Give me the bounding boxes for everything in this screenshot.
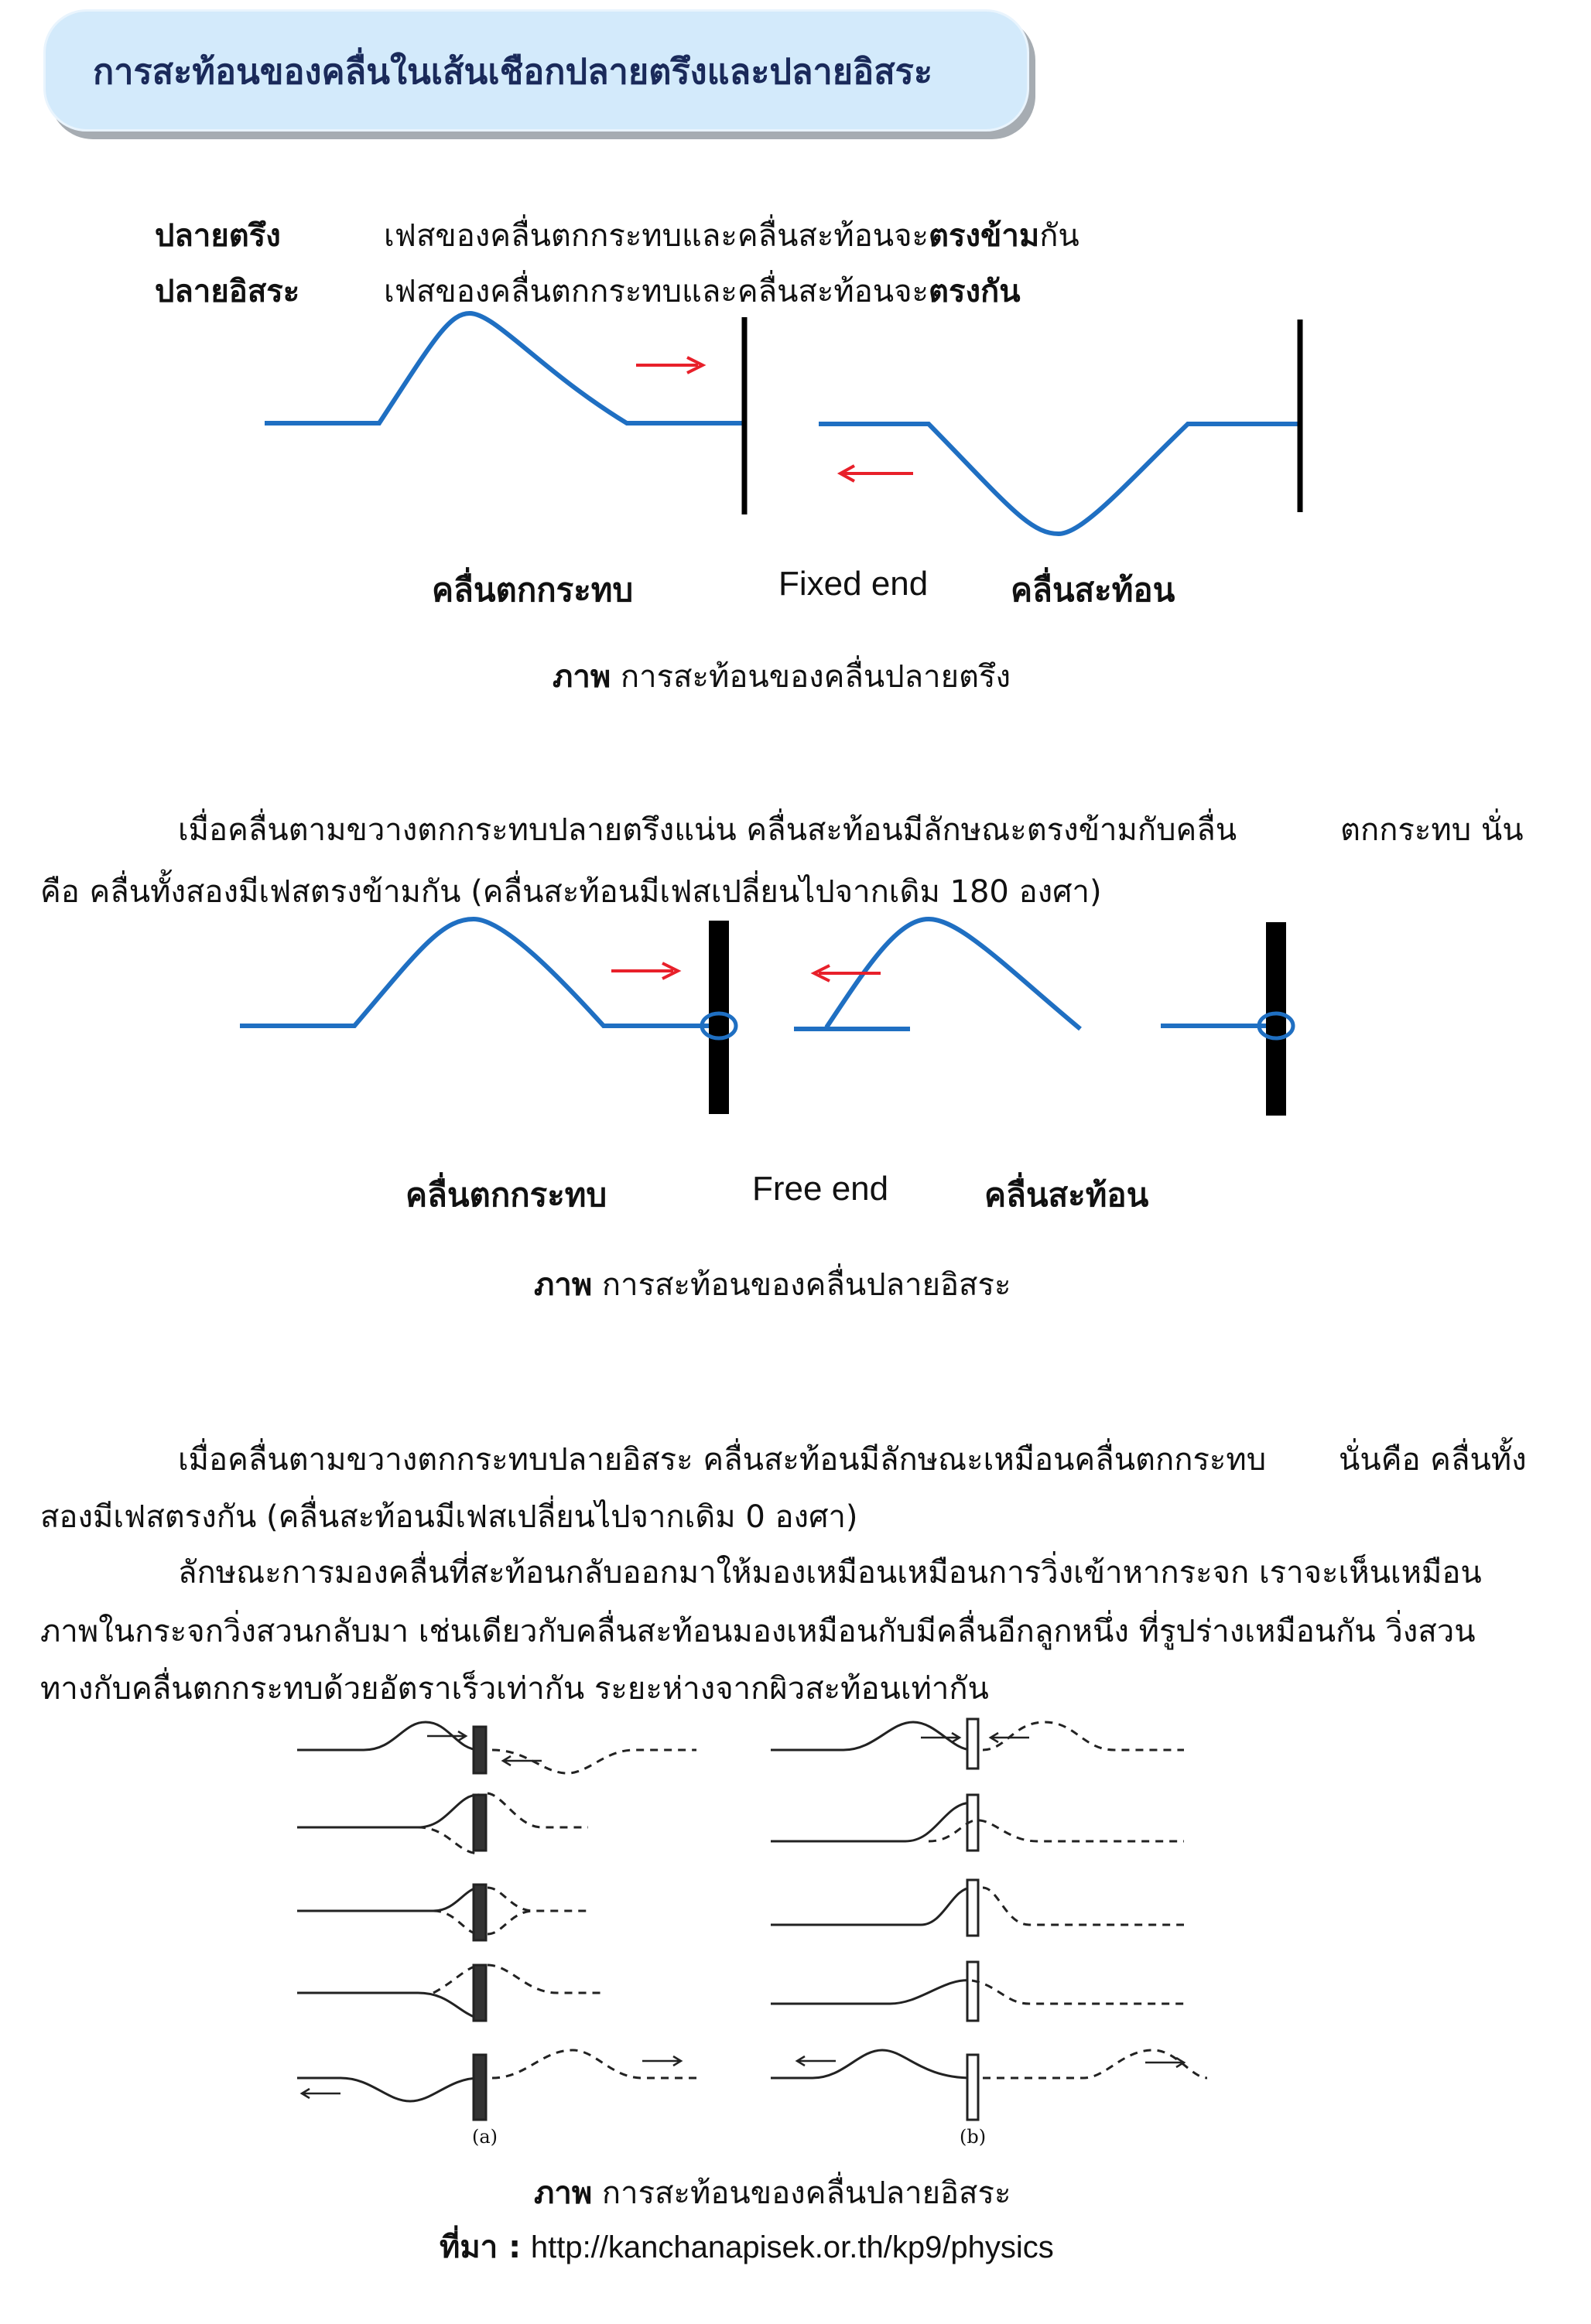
sequence-label-a: (a) (472, 2126, 498, 2148)
definition-emphasis: ตรงข้าม (929, 218, 1040, 254)
caption-prefix: ภาพ (534, 1267, 593, 1303)
caption-text: การสะท้อนของคลื่นปลายตรึง (620, 659, 1011, 695)
free-end-label: Free end (752, 1170, 889, 1208)
incident-wave-label: คลื่นตกกระทบ (405, 1176, 607, 1214)
source-line (440, 2222, 1054, 2271)
sequence-a-row-1 (297, 1722, 696, 1773)
sequence-b-row-3 (771, 1880, 1184, 1936)
sequence-b-row-1 (771, 1719, 1184, 1769)
paragraph-fixed-line2: คือ คลื่นทั้งสองมีเฟสตรงข้ามกัน (คลื่นสะท้อนมีเฟสเปลี่ยนไปจากเดิม 180 องศา) (40, 874, 1102, 910)
incident-wave-label: คลื่นตกกระทบ (432, 571, 634, 609)
paragraph-mirror-line1: ลักษณะการมองคลื่นที่สะท้อนกลับออกมาให้มองเหมือนเหมือนการวิ่งเข้าหากระจก เราจะเห็นเหมือน (178, 1555, 1482, 1591)
caption-text: การสะท้อนของคลื่นปลายอิสระ (601, 1267, 1011, 1303)
paragraph-mirror-line2: ภาพในกระจกวิ่งสวนกลับมา เช่นเดียวกับคลื่นสะท้อนมองเหมือนกับมีคลื่นอีกลูกหนึ่ง ที่รูปร่างเหมือนกัน วิ่งสวน (40, 1614, 1476, 1649)
sequence-a-row-4 (297, 1965, 604, 2021)
sequence-a-row-2 (297, 1793, 588, 1854)
sequence-a-row-3 (297, 1885, 588, 1940)
page-title: การสะท้อนของคลื่นในเส้นเชือกปลายตรึงและปลายอิสระ (93, 51, 933, 92)
source-prefix: ที่มา : (440, 2230, 522, 2265)
reflected-wave-label: คลื่นสะท้อน (984, 1176, 1149, 1214)
paragraph-free-line2: สองมีเฟสตรงกัน (คลื่นสะท้อนมีเฟสเปลี่ยนไปจากเดิม 0 องศา) (40, 1499, 858, 1535)
term-fixed-end: ปลายตรึง (155, 218, 281, 254)
definition-text: เฟสของคลื่นตกกระทบและคลื่นสะท้อนจะ (384, 218, 929, 254)
sequence-b-row-2 (771, 1795, 1184, 1851)
definition-text: เฟสของคลื่นตกกระทบและคลื่นสะท้อนจะ (384, 274, 929, 309)
sequence-b-row-5 (771, 2050, 1207, 2120)
paragraph-fixed-line1a: เมื่อคลื่นตามขวางตกกระทบปลายตรึงแน่น คลื่นสะท้อนมีลักษณะตรงข้ามกับคลื่น (178, 812, 1237, 848)
fixed-end-label: Fixed end (778, 565, 929, 603)
paragraph-free-line1b: นั่นคือ คลื่นทั้ง (1339, 1442, 1527, 1478)
sequence-b-row-4 (771, 1962, 1184, 2021)
sequence-label-b: (b) (960, 2126, 987, 2148)
definition-emphasis: ตรงกัน (929, 274, 1021, 309)
paragraph-fixed-line1b: ตกกระทบ นั่น (1340, 812, 1524, 848)
paragraph-free-line1a: เมื่อคลื่นตามขวางตกกระทบปลายอิสระ คลื่นสะท้อนมีลักษณะเหมือนคลื่นตกกระทบ (178, 1442, 1267, 1478)
source-url: http://kanchanapisek.or.th/kp9/physics (530, 2230, 1054, 2264)
paragraph-mirror-line3: ทางกับคลื่นตกกระทบด้วยอัตราเร็วเท่ากัน ระยะห่างจากผิวสะท้อนเท่ากัน (40, 1671, 989, 1707)
caption-prefix: ภาพ (553, 659, 611, 695)
caption-text: การสะท้อนของคลื่นปลายอิสระ (601, 2175, 1011, 2211)
caption-prefix: ภาพ (534, 2175, 593, 2211)
term-free-end: ปลายอิสระ (155, 274, 300, 309)
sequence-a-row-5 (297, 2050, 696, 2120)
reflected-wave-label: คลื่นสะท้อน (1011, 571, 1175, 609)
definition-text-end: กัน (1039, 218, 1079, 254)
caption-sequence (534, 2168, 1011, 2217)
